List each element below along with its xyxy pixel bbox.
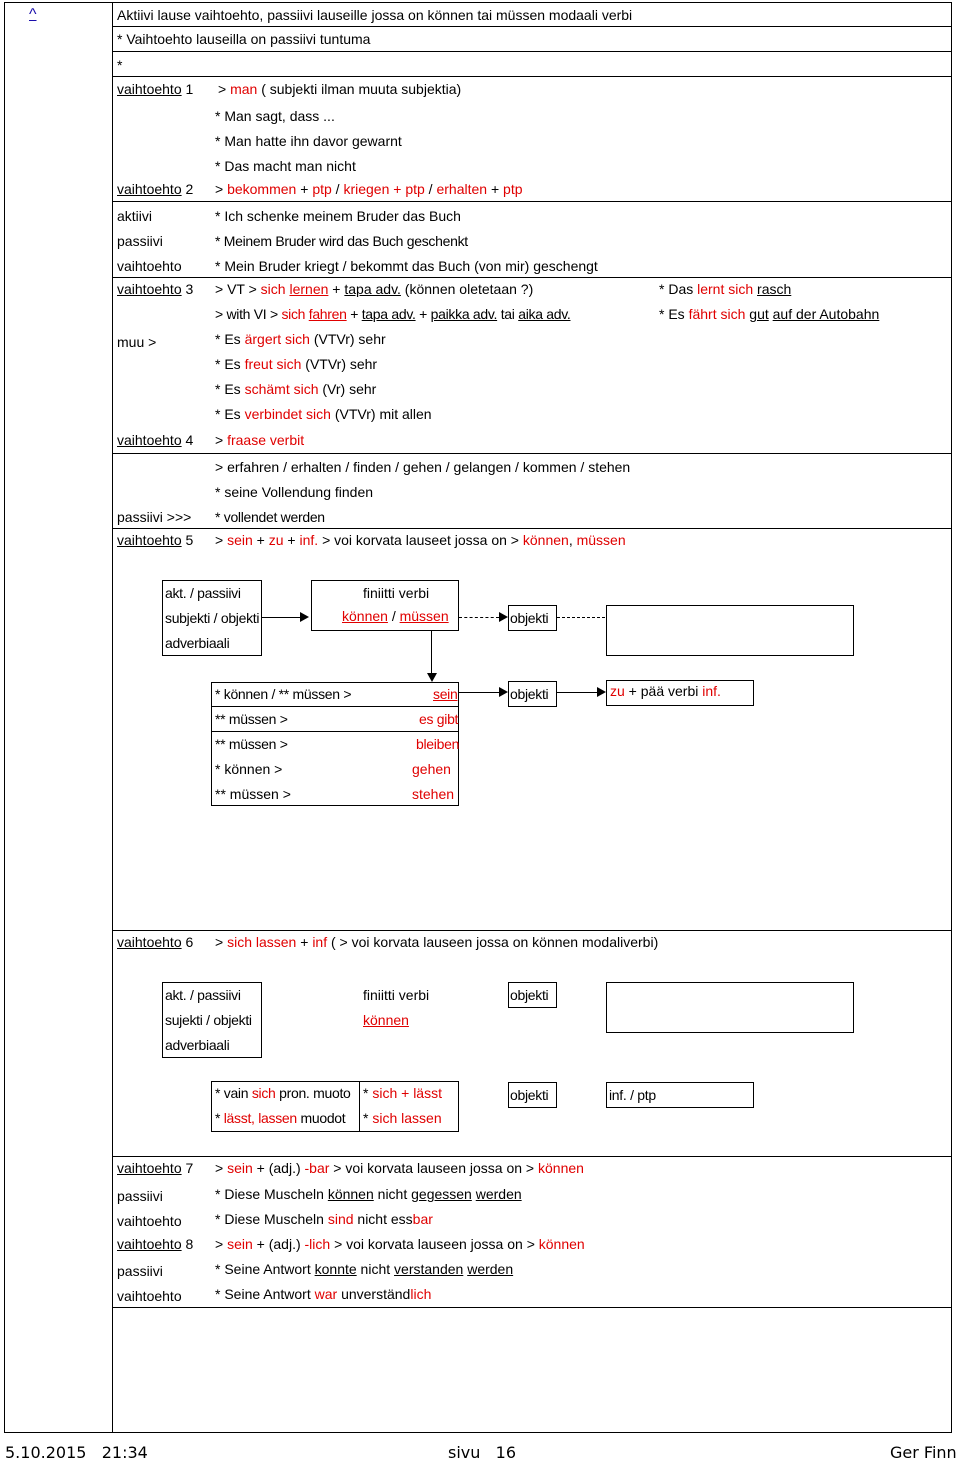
v5-rule: > sein + zu + inf. > voi korvata lauseet jossa on > können, müssen [215,532,626,548]
row-divider [112,51,951,52]
diagram1-verb-value: können / müssen [342,608,449,624]
diagram1-row-3-left: ** müssen > [215,736,288,752]
section-label-v1: vaihtoehto 1 [117,81,194,97]
footer-right: Ger Finn [890,1443,957,1462]
footer-date: 5.10.2015 21:34 [5,1443,148,1462]
page-title: Aktiivi lause vaihtoehto, passiivi lauseille jossa on können tai müssen modaali verbi [117,7,633,23]
label-passiivi-arrow: passiivi >>> [117,509,192,525]
diagram2-box-line-1: akt. / passiivi [165,987,241,1003]
diagram1-box-line-2: subjekti / objekti [165,610,260,626]
label-vaihtoehto: vaihtoehto [117,258,182,274]
section-label-v6: vaihtoehto 6 [117,934,194,950]
diagram1-row-2-right: es gibt [419,711,459,727]
v1-example-2: * Man hatte ihn davor gewarnt [215,133,402,149]
row-divider [112,76,951,77]
label-aktiivi: aktiivi [117,208,153,224]
v8-rule: > sein + (adj.) -lich > voi korvata lauseen jossa on > können [215,1236,585,1252]
v4-example-1: * seine Vollendung finden [215,484,374,500]
diagram1-row-1-right: sein [433,686,458,702]
diagram1-zu-label: zu + pää verbi inf. [610,683,721,699]
v3-rule-1: > VT > sich lernen + tapa adv. (können oletetaan ?) [215,281,534,297]
diagram1-arrowhead-2 [499,687,508,697]
v1-example-1: * Man sagt, dass ... [215,108,335,124]
v1-example-3: * Das macht man nicht [215,158,356,174]
section-label-v8: vaihtoehto 8 [117,1236,194,1252]
v3-muu-3: * Es schämt sich (Vr) sehr [215,381,377,397]
diagram1-arrow-line [262,617,300,618]
section-label-v3: vaihtoehto 3 [117,281,194,297]
diagram2-object-label-2: objekti [510,1087,549,1103]
row-divider [112,453,951,454]
v2-rule: > bekommen + ptp / kriegen + ptp / erhalten + ptp [215,181,523,197]
diagram2-row-2-right: * sich lassen [363,1110,442,1126]
diagram1-down-line [431,631,432,673]
row-divider [112,26,951,27]
diagram1-arrowhead-3 [597,687,606,697]
section-label-v7: vaihtoehto 7 [117,1160,194,1176]
diagram1-down-arrowhead [427,673,437,682]
diagram2-row-2-left: * lässt, lassen muodot [215,1110,346,1126]
row-divider [112,201,951,202]
diagram1-row-1-left: * können / ** müssen > [215,686,352,702]
diagram2-row-1-right: * sich + lässt [363,1085,442,1101]
row-divider [112,1156,951,1157]
v3-example-1: * Das lernt sich rasch [659,281,792,297]
diagram1-dash-2 [557,617,605,618]
diagram1-arrow-line-2 [459,692,499,693]
diagram2-verb-title: finiitti verbi [363,987,430,1003]
label-passiivi: passiivi [117,233,163,249]
v3-muu-2: * Es freut sich (VTVr) sehr [215,356,378,372]
diagram2-table-divider [359,1081,360,1132]
v7-example-1: * Diese Muscheln können nicht gegessen werden [215,1186,522,1202]
diagram2-box-line-2: sujekti / objekti [165,1012,252,1028]
v8-label-passiivi: passiivi [117,1263,163,1279]
diagram1-object-label-2: objekti [510,686,549,702]
v7-rule: > sein + (adj.) -bar > voi korvata lauseen jossa on > können [215,1160,584,1176]
diagram1-object-label: objekti [510,610,549,626]
diagram1-table-divider [211,731,459,732]
row-divider [112,277,951,278]
v4-rule: > fraase verbit [215,432,305,448]
diagram2-row-1-left: * vain sich pron. muoto [215,1085,351,1101]
v1-rule: > man ( subjekti ilman muuta subjektia) [218,81,462,97]
v4-verbs: > erfahren / erhalten / finden / gehen / gelangen / kommen / stehen [215,459,631,475]
diagram1-arrow-line-3 [557,692,597,693]
v2-example-1: * Ich schenke meinem Bruder das Buch [215,208,461,224]
diagram1-box-line-3: adverbiaali [165,635,230,651]
v8-example-1: * Seine Antwort konnte nicht verstanden werden [215,1261,514,1277]
v3-rule-2: > with VI > sich fahren + tapa adv. + paikka adv. tai aika adv. [215,306,571,322]
row-divider [112,1307,951,1308]
label-muu: muu > [117,334,157,350]
diagram1-dash-1 [459,617,499,618]
v3-muu-1: * Es ärgert sich (VTVr) sehr [215,331,386,347]
left-column-divider [112,2,113,1432]
v2-example-2: * Meinem Bruder wird das Buch geschenkt [215,233,468,249]
footer-page: sivu 16 [448,1443,517,1462]
diagram2-box-line-3: adverbiaali [165,1037,230,1053]
section-label-v2: vaihtoehto 2 [117,181,194,197]
v7-example-2: * Diese Muscheln sind nicht essbar [215,1211,433,1227]
section-label-v4: vaihtoehto 4 [117,432,194,448]
v4-example-2: * vollendet werden [215,509,325,525]
diagram2-inf-label: inf. / ptp [609,1087,656,1103]
star-marker: * [117,57,123,73]
diagram1-row-4-left: * können > [215,761,283,777]
section-label-v5: vaihtoehto 5 [117,532,194,548]
diagram1-row-5-right: stehen [412,786,455,802]
diagram1-empty-box [606,605,854,656]
diagram2-empty-box [606,982,854,1033]
back-link[interactable]: ^ [29,6,37,23]
v3-example-2: * Es fährt sich gut auf der Autobahn [659,306,880,322]
v8-label-vaihtoehto: vaihtoehto [117,1288,182,1304]
diagram2-verb-value: können [363,1012,409,1028]
v8-example-2: * Seine Antwort war unverständlich [215,1286,432,1302]
diagram1-row-5-left: ** müssen > [215,786,291,802]
diagram1-row-4-right: gehen [412,761,451,777]
row-divider [112,528,951,529]
diagram1-dash-arrowhead [499,612,508,622]
diagram1-box-line-1: akt. / passiivi [165,585,241,601]
v6-rule: > sich lassen + inf ( > voi korvata lauseen jossa on können modaliverbi) [215,934,659,950]
diagram1-table-divider [211,706,459,707]
diagram1-verb-title: finiitti verbi [363,585,430,601]
v3-muu-4: * Es verbindet sich (VTVr) mit allen [215,406,432,422]
v2-example-3: * Mein Bruder kriegt / bekommt das Buch (von mir) geschengt [215,258,598,274]
page-subtitle: * Vaihtoehto lauseilla on passiivi tuntuma [117,31,371,47]
diagram1-row-3-right: bleiben [416,736,460,752]
diagram1-row-2-left: ** müssen > [215,711,288,727]
diagram1-arrowhead [300,612,309,622]
row-divider [112,930,951,931]
v7-label-passiivi: passiivi [117,1188,163,1204]
v7-label-vaihtoehto: vaihtoehto [117,1213,182,1229]
diagram2-object-label: objekti [510,987,549,1003]
